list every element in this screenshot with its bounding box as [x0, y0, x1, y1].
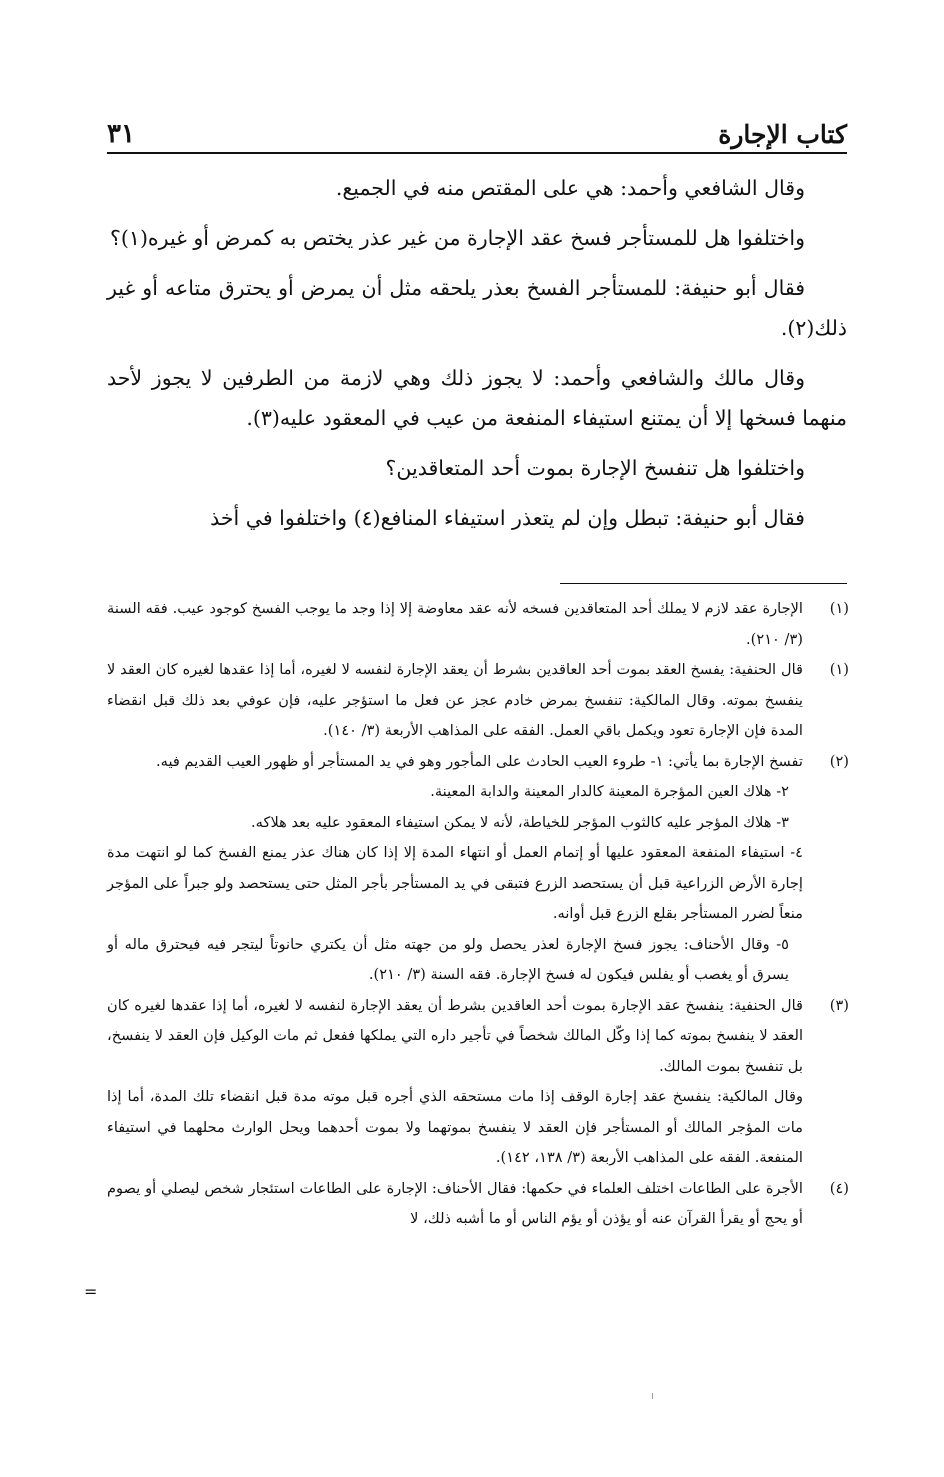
- footnote: [107, 1174, 849, 1235]
- continuation-mark: =: [84, 1282, 98, 1301]
- footnote-text: قال الحنفية: يفسخ العقد بموت أحد العاقدين بشرط أن يعقد الإجارة لنفسه لا لغيره، أما إذا عقدها لغيره كان العقد لا ينفسخ بموته. وقال المالكية: تنفسخ بمرض خادم عجز عن فعل ما استؤجر عليه، فإن عوفي بعد ذلك قبل انقضاء المدة فإن الإجارة تعود ويكمل باقي العمل. الفقه على المذاهب الأربعة (٣/ ١٤٠).: [107, 661, 803, 739]
- scan-speck: [652, 1393, 653, 1399]
- footnote-text: وقال المالكية: ينفسخ عقد إجارة الوقف إذا مات مستحقه الذي أجره قبل موته مدة قبل انقضاء تلك المدة، أما إذا مات المؤجر المالك أو المستأجر فإن العقد لا ينفسخ بموتهما ولا بموت أحدهما ويحل الوارث محلهما في استيفاء المنفعة. الفقه على المذاهب الأربعة (٣/ ١٣٨، ١٤٢).: [107, 1088, 803, 1166]
- footnote-separator: [560, 583, 847, 584]
- footnote: [107, 594, 849, 655]
- paragraph: واختلفوا هل للمستأجر فسخ عقد الإجارة من غير عذر يختص به كمرض أو غيره(١)؟: [110, 226, 805, 250]
- footnote-text: ٤- استيفاء المنفعة المعقود عليها أو إتمام العمل أو انتهاء المدة إلا إذا كان هناك عذر يمنع الفسخ كما لو انتهت مدة إجارة الأرض الزراعية قبل أن يستحصد الزرع فتبقى في يد المستأجر بأجر المثل حتى يستحصد ولو جبراً على المؤجر منعاً لضرر المستأجر بقلع الزرع قبل أوانه.: [107, 844, 803, 922]
- footnote-text: ٢- هلاك العين المؤجرة المعينة كالدار المعينة والدابة المعينة.: [430, 783, 789, 800]
- page-header: [107, 112, 847, 154]
- footnote: [107, 747, 849, 991]
- chapter-title: كتاب الإجارة: [718, 120, 847, 149]
- footnote-text: تفسخ الإجارة بما يأتي: ١- طروء العيب الحادث على المأجور وهو في يد المستأجر أو ظهور العيب القديم فيه.: [156, 752, 803, 770]
- paragraph: وقال مالك والشافعي وأحمد: لا يجوز ذلك وهي لازمة من الطرفين لا يجوز لأحد منهما فسخها إلا أن يمتنع استيفاء المنفعة من عيب في المعقود عليه(٣).: [107, 366, 847, 430]
- footnote-text: ٥- وقال الأحناف: يجوز فسخ الإجارة لعذر يحصل ولو من جهته مثل أن يكتري حانوتاً ليتجر فيه فيحترق ماله أو يسرق أو يغصب أو يفلس فيكون له فسخ الإجارة. فقه السنة (٣/ ٢١٠).: [107, 935, 789, 983]
- paragraph: وقال الشافعي وأحمد: هي على المقتص منه في الجميع.: [335, 176, 805, 200]
- footnotes: [107, 594, 849, 1235]
- paragraph: فقال أبو حنيفة: تبطل وإن لم يتعذر استيفاء المنافع(٤) واختلفوا في أخذ: [210, 506, 805, 530]
- paragraph: واختلفوا هل تنفسخ الإجارة بموت أحد المتعاقدين؟: [385, 456, 805, 480]
- footnote-number: (٤): [829, 1179, 849, 1197]
- footnote-number: (١): [829, 661, 849, 678]
- paragraph: فقال أبو حنيفة: للمستأجر الفسخ بعذر يلحقه مثل أن يمرض أو يحترق متاعه أو غير ذلك(٢).: [107, 276, 847, 340]
- footnote-number: (١): [829, 600, 849, 617]
- footnote-number: (٢): [829, 752, 849, 770]
- main-text: [107, 168, 847, 538]
- footnote: [107, 655, 849, 747]
- footnote-text: الإجارة عقد لازم لا يملك أحد المتعاقدين فسخه لأنه عقد معاوضة إلا إذا وجد ما يوجب الفسخ كوجود عيب. فقه السنة (٣/ ٢١٠).: [107, 600, 803, 648]
- footnote-number: (٣): [829, 996, 849, 1014]
- page-number: ٣١: [107, 119, 135, 149]
- footnote-text: ٣- هلاك المؤجر عليه كالثوب المؤجر للخياطة، لأنه لا يمكن استيفاء المعقود عليه بعد هلاكه.: [251, 813, 789, 831]
- footnote-text: الأجرة على الطاعات اختلف العلماء في حكمها: فقال الأحناف: الإجارة على الطاعات استئجار شخص ليصلي أو يصوم أو يحج أو يقرأ القرآن عنه أو يؤذن أو يؤم الناس أو ما أشبه ذلك، لا: [107, 1179, 803, 1227]
- footnote-text: قال الحنفية: ينفسخ عقد الإجارة بموت أحد العاقدين بشرط أن يعقد الإجارة لنفسه لا لغيره، أما إذا عقدها لغيره كان العقد لا ينفسخ بموته كما إذا وكّل المالك شخصاً في تأجير داره التي يملكها ففعل ثم مات الوكيل فإن العقد لا ينفسخ، بل تنفسخ بموت المالك.: [107, 996, 803, 1075]
- footnote: [107, 991, 849, 1174]
